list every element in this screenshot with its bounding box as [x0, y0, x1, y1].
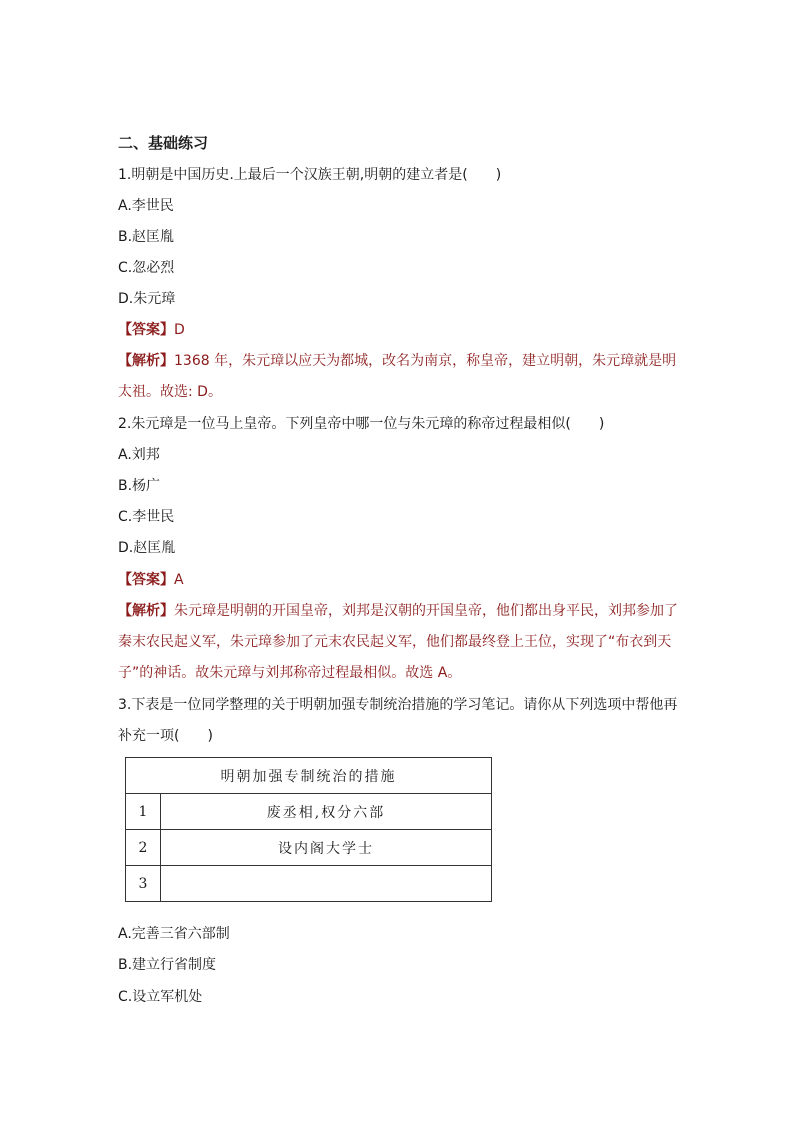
question-2-analysis-line-1 — [118, 600, 678, 622]
row-number: 3 — [126, 866, 161, 902]
table-row — [126, 866, 492, 902]
table-header: 明朝加强专制统治的措施 — [126, 758, 492, 794]
question-1-option-b: B.赵匡胤 — [118, 229, 175, 245]
answer-tag: 【答案】 — [118, 572, 174, 588]
question-2-option-b: B.杨广 — [118, 478, 161, 494]
question-2-option-d: D.赵匡胤 — [118, 540, 176, 556]
question-2-stem: 2.朱元璋是一位马上皇帝。下列皇帝中哪一位与朱元璋的称帝过程最相似( ) — [118, 416, 605, 432]
section-title: 二、基础练习 — [118, 134, 209, 152]
question-1-option-c: C.忽必烈 — [118, 260, 175, 276]
question-2-answer — [118, 569, 184, 591]
measures-table — [125, 757, 492, 902]
row-text: 设内阁大学士 — [161, 830, 492, 866]
answer-value: A — [174, 572, 184, 588]
question-1-analysis-line-2: 太祖。故选: D。 — [118, 384, 222, 400]
row-number: 2 — [126, 830, 161, 866]
question-3-stem-line-1: 3.下表是一位同学整理的关于明朝加强专制统治措施的学习笔记。请你从下列选项中帮他再 — [118, 697, 678, 713]
table-row — [126, 794, 492, 830]
question-1-analysis-line-1 — [118, 350, 676, 372]
question-2-analysis-line-2: 秦末农民起义军，朱元璋参加了元末农民起义军，他们都最终登上王位，实现了“布衣到天 — [118, 634, 672, 650]
question-2-analysis-line-3: 子”的神话。故朱元璋与刘邦称帝过程最相似。故选 A。 — [118, 665, 462, 681]
question-2-option-a: A.刘邦 — [118, 447, 160, 463]
question-2-option-c: C.李世民 — [118, 509, 175, 525]
question-1-stem: 1.明朝是中国历史.上最后一个汉族王朝,明朝的建立者是( ) — [118, 167, 502, 183]
question-3-stem-line-2: 补充一项( ) — [118, 728, 213, 744]
table-row — [126, 830, 492, 866]
row-number: 1 — [126, 794, 161, 830]
question-3-option-b: B.建立行省制度 — [118, 957, 217, 973]
question-3-option-a: A.完善三省六部制 — [118, 926, 230, 942]
question-1-option-d: D.朱元璋 — [118, 291, 176, 307]
question-1-option-a: A.李世民 — [118, 198, 174, 214]
analysis-text: 朱元璋是明朝的开国皇帝，刘邦是汉朝的开国皇帝，他们都出身平民，刘邦参加了 — [174, 603, 678, 619]
analysis-tag: 【解析】 — [118, 353, 174, 369]
row-text: 废丞相,权分六部 — [161, 794, 492, 830]
analysis-text: 1368 年，朱元璋以应天为都城，改名为南京，称皇帝，建立明朝，朱元璋就是明 — [174, 353, 677, 369]
question-3-option-c: C.设立军机处 — [118, 989, 203, 1005]
row-text-empty — [161, 866, 492, 902]
question-1-answer — [118, 319, 185, 341]
answer-tag: 【答案】 — [118, 322, 174, 338]
answer-value: D — [174, 322, 185, 338]
table-header-row — [126, 758, 492, 794]
analysis-tag: 【解析】 — [118, 603, 174, 619]
